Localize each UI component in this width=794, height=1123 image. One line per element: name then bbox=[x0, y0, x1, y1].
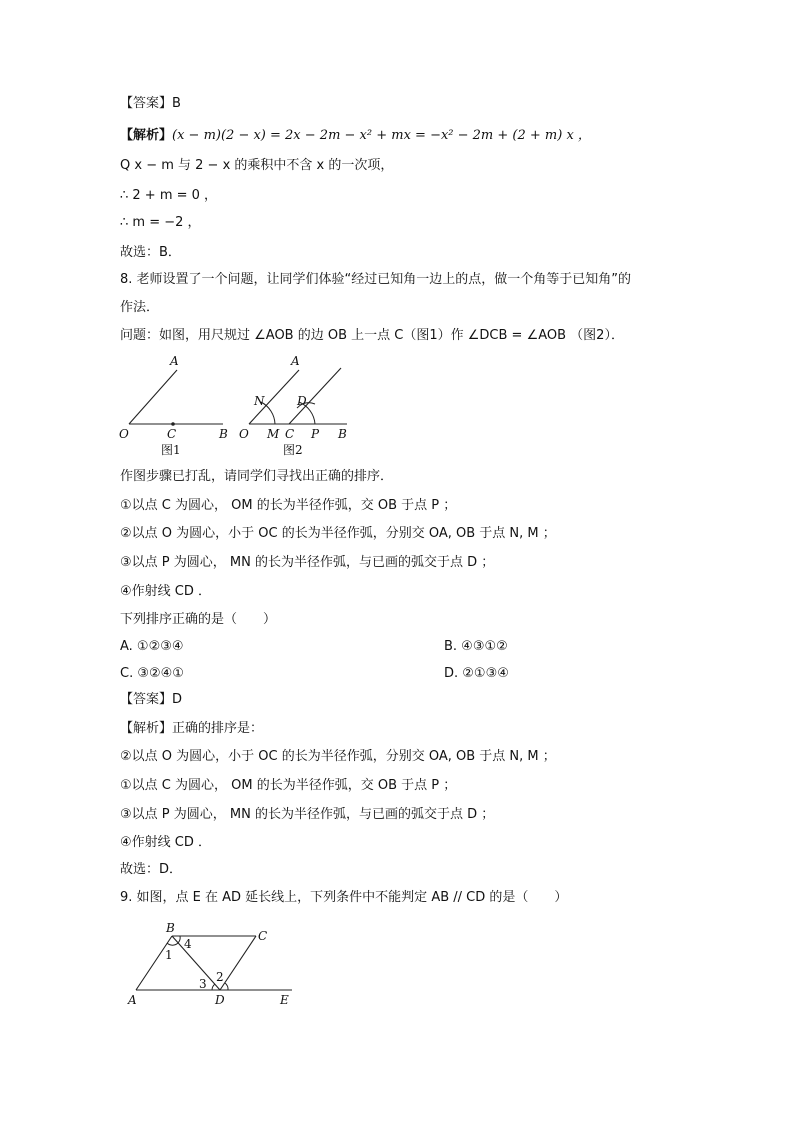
label-p: P bbox=[311, 427, 320, 441]
option-c[interactable]: C. ③②④① bbox=[120, 666, 184, 681]
q7-solution-label: 【解析】 bbox=[120, 128, 173, 143]
label-m: M bbox=[267, 427, 280, 441]
q9-figure bbox=[118, 918, 318, 1013]
q7-answer: 【答案】B bbox=[120, 96, 181, 111]
segment-bd bbox=[172, 936, 220, 990]
label-n: N bbox=[254, 394, 265, 408]
label-a: A bbox=[291, 354, 300, 368]
angle-3-label: 3 bbox=[199, 977, 207, 991]
angle-2-arc bbox=[225, 983, 228, 990]
option-d[interactable]: D. ②①③④ bbox=[444, 666, 509, 681]
angle-3-arc bbox=[212, 984, 215, 990]
angle-4-label: 4 bbox=[184, 937, 192, 951]
label-a: A bbox=[128, 993, 137, 1007]
point-c-dot bbox=[171, 422, 175, 426]
q8-shuffled-note: 作图步骤已打乱，请同学们寻找出正确的排序． bbox=[120, 469, 394, 484]
q8-solution-label: 【解析】正确的排序是： bbox=[120, 721, 264, 736]
q7-solution-expr: (x − m)(2 − x) = 2x − 2m − x² + mx = −x² − 2m + (2 + m) x ， bbox=[172, 128, 591, 143]
q8-step-1: ①以点 C 为圆心， OM 的长为半径作弧，交 OB 于点 P ； bbox=[120, 498, 457, 513]
option-a[interactable]: A. ①②③④ bbox=[120, 639, 184, 654]
q8-figure-2 bbox=[235, 350, 360, 460]
figure-2-caption: 图2 bbox=[283, 443, 303, 457]
q8-step-2: ②以点 O 为圆心，小于 OC 的长为半径作弧，分别交 OA, OB 于点 N, M ； bbox=[120, 526, 556, 541]
q8-ask: 下列排序正确的是（ ） bbox=[120, 612, 277, 627]
label-e: E bbox=[280, 993, 289, 1007]
q7-line4: ∴ m = −2 ， bbox=[120, 215, 201, 230]
q8-figure-1 bbox=[115, 350, 235, 460]
angle-1-label: 1 bbox=[165, 948, 173, 962]
label-c: C bbox=[167, 427, 177, 441]
q7-line2: Q x − m 与 2 − x 的乘积中不含 x 的一次项， bbox=[120, 158, 394, 173]
option-b[interactable]: B. ④③①② bbox=[444, 639, 508, 654]
q8-stem-line1: 8. 老师设置了一个问题，让同学们体验“经过已知角一边上的点，做一个角等于已知角”的 bbox=[120, 272, 632, 287]
q8-step-4: ④作射线 CD ． bbox=[120, 584, 212, 599]
q7-conclusion: 故选：B． bbox=[120, 245, 181, 260]
q8-problem: 问题：如图，用尺规过 ∠AOB 的边 OB 上一点 C（图1）作 ∠DCB = ∠AOB （图2）． bbox=[120, 328, 624, 343]
label-a: A bbox=[170, 354, 179, 368]
angle-2-label: 2 bbox=[216, 970, 224, 984]
label-c: C bbox=[285, 427, 295, 441]
q8-solution-2: ①以点 C 为圆心， OM 的长为半径作弧，交 OB 于点 P ； bbox=[120, 778, 457, 793]
q8-solution-1: ②以点 O 为圆心，小于 OC 的长为半径作弧，分别交 OA, OB 于点 N, M ； bbox=[120, 749, 556, 764]
label-o: O bbox=[119, 427, 129, 441]
label-c: C bbox=[258, 929, 268, 943]
label-d: D bbox=[215, 993, 225, 1007]
q9-stem: 9. 如图，点 E 在 AD 延长线上，下列条件中不能判定 AB // CD 的是（ ） bbox=[120, 890, 568, 905]
q8-answer: 【答案】D bbox=[120, 692, 183, 707]
label-b: B bbox=[338, 427, 347, 441]
q8-solution-3: ③以点 P 为圆心， MN 的长为半径作弧，与已画的弧交于点 D ； bbox=[120, 807, 495, 822]
q7-solution bbox=[120, 126, 591, 146]
figure-1-caption: 图1 bbox=[161, 443, 181, 457]
segment-ab bbox=[136, 936, 172, 990]
segment-dc bbox=[220, 936, 256, 990]
label-o: O bbox=[239, 427, 249, 441]
label-b: B bbox=[219, 427, 228, 441]
angle-4-arc bbox=[178, 936, 180, 943]
ray-oa-line bbox=[129, 370, 177, 424]
q8-solution-4: ④作射线 CD ． bbox=[120, 835, 212, 850]
q7-line3: ∴ 2 + m = 0 ， bbox=[120, 188, 218, 203]
q8-step-3: ③以点 P 为圆心， MN 的长为半径作弧，与已画的弧交于点 D ； bbox=[120, 555, 495, 570]
angle-1-arc bbox=[167, 943, 178, 945]
label-b: B bbox=[166, 921, 175, 935]
q8-conclusion: 故选：D． bbox=[120, 862, 183, 877]
label-d: D bbox=[297, 394, 307, 408]
q8-stem-line2: 作法． bbox=[120, 300, 160, 315]
